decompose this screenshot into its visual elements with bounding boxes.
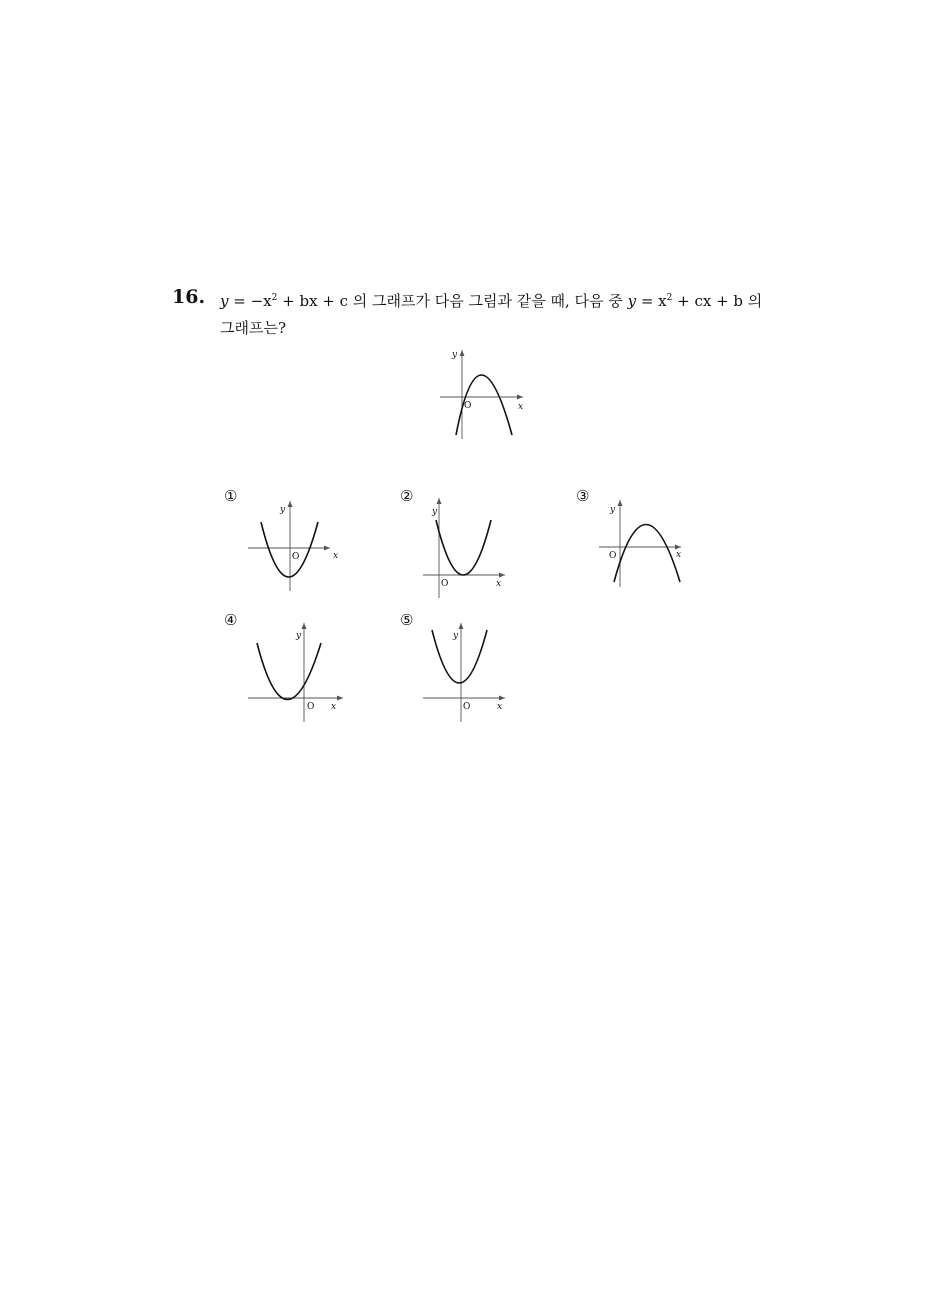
x-axis-arrow: [337, 696, 343, 701]
choice-1-label[interactable]: ①: [224, 487, 238, 505]
y-axis-arrow: [460, 350, 465, 356]
eq2-y: y: [627, 292, 637, 310]
eq2-mid: = x: [636, 292, 667, 310]
choice-2-label[interactable]: ②: [400, 487, 414, 505]
x-axis-arrow: [675, 545, 681, 550]
x-axis-label: x: [331, 702, 337, 712]
x-axis-arrow: [499, 696, 505, 701]
origin-label: O: [609, 551, 617, 561]
y-axis-arrow: [288, 501, 293, 507]
y-axis-label: y: [280, 505, 286, 515]
x-axis-label: x: [497, 702, 503, 712]
question-text-line-1: [220, 290, 762, 311]
eq2-rest: + cx + b: [672, 292, 744, 310]
parabola-curve: [432, 630, 487, 683]
main-graph: [435, 345, 535, 445]
eq1-y: y: [220, 292, 229, 310]
choice-4-graph[interactable]: [245, 620, 345, 724]
y-axis-arrow: [618, 500, 623, 506]
origin-label: O: [292, 552, 300, 562]
origin-label: O: [441, 579, 449, 589]
eq1-exponent: 2: [271, 293, 278, 303]
origin-label: O: [464, 401, 472, 411]
x-axis-arrow: [517, 395, 523, 400]
y-axis-label: y: [432, 507, 438, 517]
x-axis-label: x: [496, 579, 502, 589]
y-axis-arrow: [459, 623, 464, 629]
x-axis-arrow: [324, 546, 330, 551]
x-axis-label: x: [518, 402, 524, 412]
question-text-line-2: 그래프는?: [220, 319, 287, 337]
x-axis-label: x: [676, 550, 682, 560]
y-axis-label: y: [452, 350, 458, 360]
origin-label: O: [307, 702, 315, 712]
parabola-curve: [257, 643, 321, 700]
question-number: 16.: [172, 286, 206, 308]
y-axis-label: y: [453, 631, 459, 641]
parabola-curve: [436, 520, 491, 575]
question-text-mid: 의 그래프가 다음 그림과 같을 때, 다음 중: [348, 292, 628, 310]
y-axis-label: y: [610, 505, 616, 515]
origin-label: O: [463, 702, 471, 712]
choice-3-label[interactable]: ③: [576, 487, 590, 505]
y-axis-arrow: [437, 498, 442, 504]
eq1-rest: + bx + c: [277, 292, 349, 310]
y-axis-arrow: [302, 623, 307, 629]
eq1-mid: = −x: [228, 292, 272, 310]
x-axis-arrow: [499, 573, 505, 578]
choice-3-graph[interactable]: [596, 497, 696, 597]
x-axis-label: x: [333, 551, 339, 561]
y-axis-label: y: [296, 631, 302, 641]
choice-4-label[interactable]: ④: [224, 611, 238, 629]
choice-5-graph[interactable]: [420, 620, 520, 724]
choice-2-graph[interactable]: [420, 496, 520, 600]
eq2-exponent: 2: [666, 293, 673, 303]
parabola-curve: [261, 522, 318, 577]
parabola-curve: [614, 525, 680, 583]
choice-1-graph[interactable]: [245, 498, 345, 598]
question-text-end: 의: [743, 292, 763, 310]
choice-5-label[interactable]: ⑤: [400, 611, 414, 629]
